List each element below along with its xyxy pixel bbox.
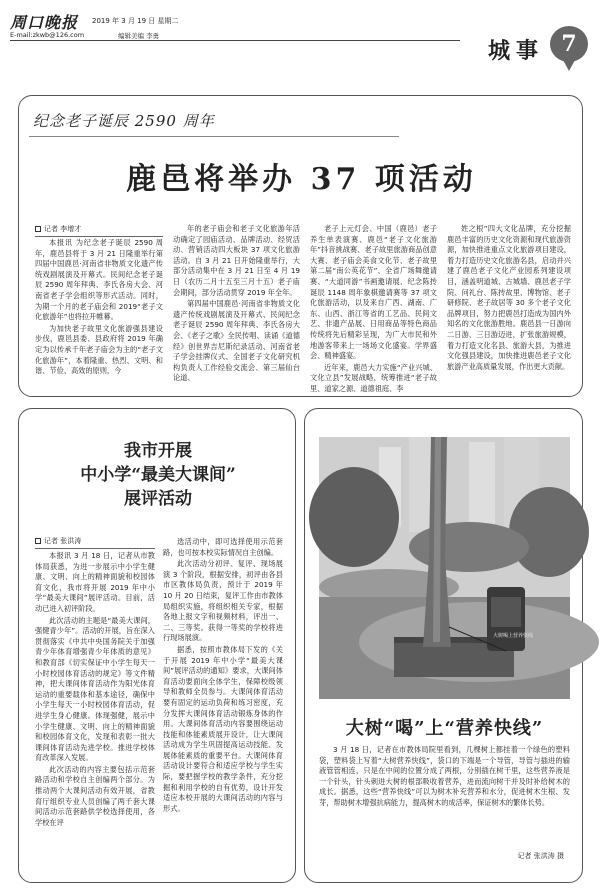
paragraph: 年的老子庙会和老子文化旅游年活动确定了园庙活动、品牌活动、经贸活动、营销活动四大板块 37 项文化旅游活动。自 3 月 21 日开始隆重举行，大部分活动集中在 3 月 21 日至 4 月 19 日（农历二月十五至三月十五）老子庙会期间，部分活动贯穿 2019 年全年。: [173, 224, 300, 297]
paragraph: 此次活动的主题是“最美大课间，强健青少年”。活动的开展，旨在深入贯彻落实《中共中央国务院关于加强青少年体育增强青少年体质的意见》和教育部《切实保证中小学生每天一小时校园体育活动的规定》等文件精神，把大课间体育活动作为阳光体育运动的重要载体和基本途径，确保中小学生每天一小时校园体育活动，促进学生身心健康。体现强健，展示中小学生健康、文明、向上的精神面貌和校园体育文化，发现和表彰一批大课间体育活动先进学校。推进学校体育改革深入发展。: [35, 615, 155, 763]
article-tree-nutrition: [304, 408, 583, 883]
paragraph: 此次活动分初评、复评、现场展演 3 个阶段，根据安排，初评由各县市区教体局负责，预计于 2019 年 10 月 20 日结束，复评工作由市教体局组织实施，将组织相关专家，根据各地上报文字和视频材料，评出一、二、三等奖。获得一等奖的学校将进行现场展演。: [163, 559, 283, 643]
article-column-2: [173, 224, 300, 388]
byline-text: 记者 李增才: [44, 225, 82, 233]
byline-square-icon: [35, 226, 41, 232]
issue-date: 2019 年 3 月 19 日 星期二: [92, 17, 179, 25]
page-header: [0, 0, 600, 70]
paragraph: 选活动中，即可选择使用示范套路，也可按本校实际情况自主创编。: [163, 537, 283, 557]
headline-line: 中小学“最美大课间”: [80, 465, 236, 485]
paragraph: 3 月 18 日，记者在市教体局院里看到，几棵树上都挂着一个绿色的塑料袋，塑料袋上写着“大树营养快线”，袋口的下端是一个导管，导管与插进的输液管管相连，只是在中间的位置分成了两根，分别插在树干里，这些营养液是一个针头，针头刺进大树的根部吸收着营养，进而流向树干并及时补给树木的成长。据悉，这些“营养快线”可以为树木补充营养和水分，促进树木生根、发芽，帮助树木增强抗病能力，提高树木的成活率，保证树木的繁体长势。: [319, 745, 570, 807]
headline-line: 我市开展: [124, 441, 192, 461]
section-title: 城事: [488, 38, 545, 64]
photo-credit: 记者 张洪涛 摄: [517, 852, 564, 860]
article-column-3: [310, 224, 437, 393]
article-headline: 大树“喝”上“营养快线”: [345, 718, 544, 739]
masthead: 周口晚报: [10, 13, 79, 32]
paragraph: 老子上元灯会、中国（鹿邑）老子养生单表演赛、鹿邑“老子文化旅游年”抖音挑战赛、老子故里旅游商品创意大赛、老子庙会美食文化节、老子故里第二届“南公英花节”、全省广场舞邀请赛、“大道同游”书画邀请展、纪念陈抟诞辰 1148 周年象棋邀请赛等 37 项文化旅游活动，以及来自广西、湖南、广东、山西、浙江等省的工艺品、民间文艺、非遗产品展、日用商品等特色商品传统将先后精彩呈现，为广大市民和外地游客带来上一场场文化盛宴。学界盛会、精神盛宴。: [310, 224, 437, 361]
article-column-1: [35, 551, 155, 873]
article-byline: [35, 536, 155, 549]
byline-square-icon: [35, 538, 41, 544]
editor-credit: 编辑美编 李勇: [118, 32, 160, 40]
paragraph: 姓之根”四大文化品牌，充分挖掘鹿邑丰富的历史文化资源和现代旅游资源，加快推进重点文化旅游项目建设，着力打造历史文化旅游名县，启动并兴建了鹿邑老子文化产业园系列建设项目，涵盖明道城、古城墙、鹿邑老子学院、问礼台、陈抟故里、博物馆、老子研修院、老子故居等 30 多个老子文化品牌项目，努力把鹿邑打造成为国内外知名的文化旅游胜地。鹿邑县一日游向二日游、三日游迈进，扩张旅游规模，着力打造文化名县、旅游大县，为推进文化强县建设，加快推进鹿邑老子文化旅游产业高质量发展，作出更大贡献。: [447, 224, 571, 371]
paragraph: 近年来，鹿邑大力实施“产业兴城、文化立县”发展战略，统筹推进“老子故里、道家之源、道德祖庭、李: [310, 362, 437, 393]
news-photo: [319, 437, 570, 699]
article-kicker: 纪念老子诞辰 2590 周年: [33, 112, 215, 130]
paragraph: 为加快老子故里文化旅游强县建设步伐，鹿邑县委、县政府将 2019 年确定为以传承千年老子庙会为主的“老子文化旅游年”，本着隆重、热烈、文明、和谐、节俭、高效的原则，今: [35, 323, 163, 376]
paragraph: 本报讯 3 月 18 日，记者从市教体局获悉，为进一步展示中小学生健康、文明、向上的精神面貌和校园体育文化，我市将开展 2019 年中小学“最美大课间”展评活动。目前，活动已进入初评阶段。: [35, 551, 155, 613]
tree-photo-illustration: [319, 437, 570, 699]
contact-email: E-mail:zkwb@126.com: [10, 31, 85, 39]
paragraph: 此次活动的内容主要包括示范套路活动和学校自主创编两个部分。为推动两个大课间活动有效开展，省教育厅组织专业人员创编了两千套大课间活动示范套路供学校选择使用，各学校在评: [35, 764, 155, 827]
article-recess: [18, 408, 296, 883]
article-byline: [35, 224, 163, 237]
article-column-1: [35, 238, 163, 388]
kicker-divider: [29, 136, 399, 137]
article-laozi: [18, 95, 583, 397]
article-body: [319, 745, 570, 845]
header-divider: [10, 40, 460, 41]
article-column-2: [163, 537, 283, 873]
paragraph: 第四届中国鹿邑·河南省非物质文化遗产传统戏剧展演及开幕式、民间纪念老子诞辰 2590 周年拜典、李氏各房大会、《老子之歌》全民传唱、读诵《道德经》创世界吉尼斯纪录活动、河南省老子学会挂牌仪式、全国老子文化研究机构负责人工作经验交流会、第三届仙台论道、: [173, 299, 300, 383]
photo-sign-text: 大树喝上营养快线: [493, 633, 534, 639]
article-headline: [19, 439, 297, 511]
paragraph: 据悉，按照市教体局下发的《关于开展 2019 年中小学“最美大课间”展评活动的通知》要求，大课间体育活动要面向全体学生，保障校级领导和教师全员参与。大课间体育活动要有固定的运动负荷和练习密度，充分发挥大课间体育活动锻炼身体的作用。大课间体育活动内容要围绕运动技能和体能素质展开设计，让大课间活动成为学生巩固提高运动技能、发展体能素质的重要平台。大课间体育活动设计要符合和适应学校与学生实际，要把握学校的教学条件，充分挖掘和利用学校的自有优势，设计开发适应本校开展的大课间活动的内容与形式。: [163, 644, 283, 813]
byline-text: 记者 张洪涛: [44, 537, 82, 545]
article-headline: 鹿邑将举办 37 项活动: [126, 162, 477, 197]
article-column-4: [447, 224, 571, 388]
page-number-badge: [550, 26, 588, 62]
page-number: 7: [561, 31, 577, 57]
paragraph: 本报讯 为纪念老子诞辰 2590 周年，鹿邑县将于 3 月 21 日隆重举行第四届中国鹿邑·河南省非物质文化遗产传统戏剧展演及开幕式。民间纪念老子诞辰 2590 周年拜典、李氏各房大会、河南省老子学会组织等形式活动。同时，为期一个月的老子庙会和 2019“老子文化旅游年”也将拉开帷幕。: [35, 238, 163, 322]
headline-line: 展评活动: [124, 489, 192, 509]
